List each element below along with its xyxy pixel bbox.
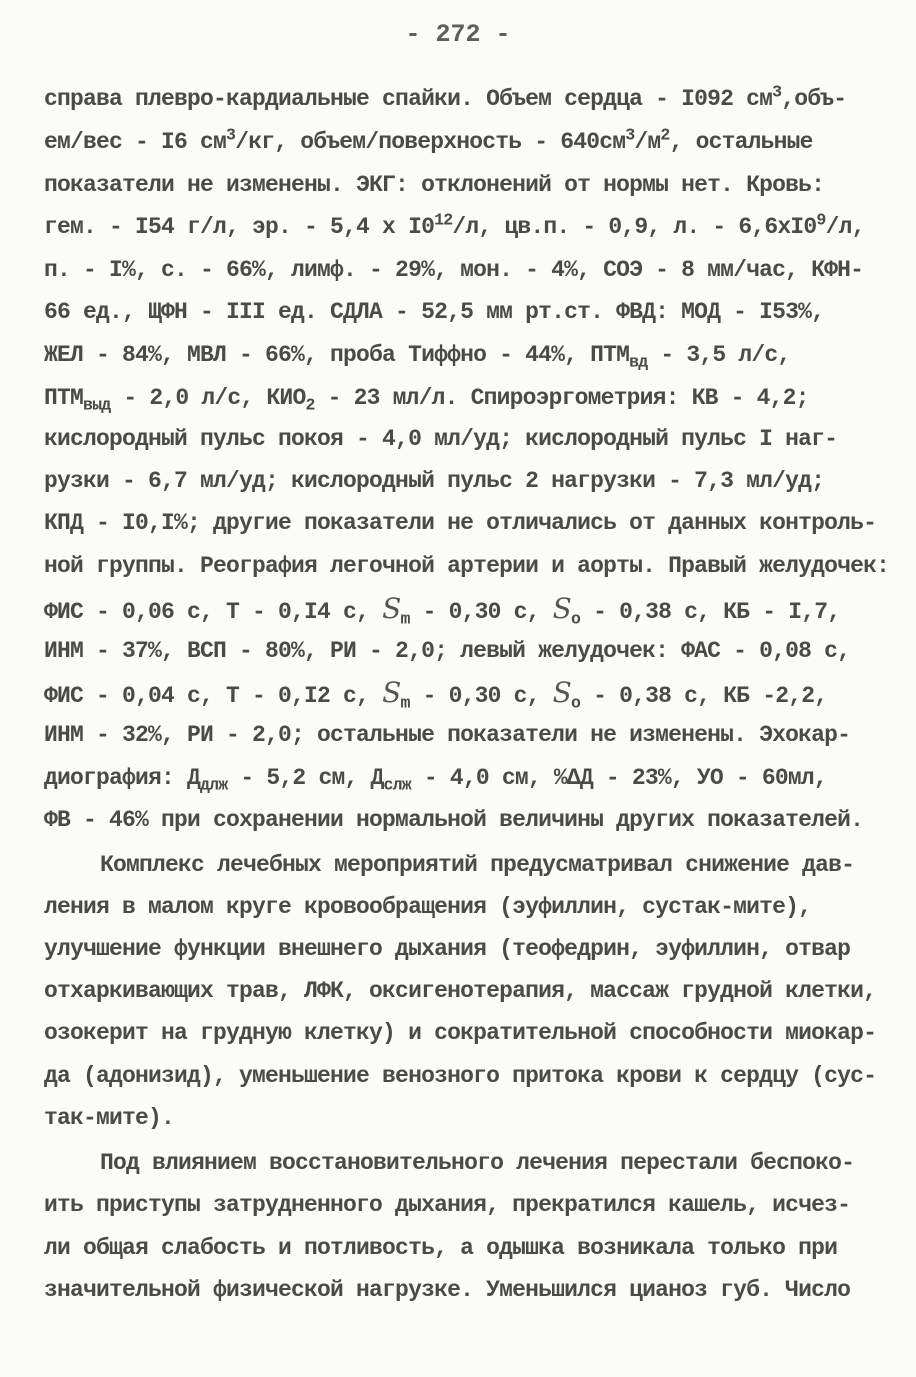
superscript: 12 — [434, 210, 453, 230]
text-line — [44, 170, 824, 200]
text-segment: - 0,30 с, — [409, 599, 553, 625]
text-segment: ной группы. Реография легочной артерии и аорты. Правый желудочек: — [44, 553, 890, 579]
subscript: длж — [200, 775, 228, 795]
text-segment: , остальные — [669, 129, 813, 155]
text-segment: /л, — [825, 214, 865, 240]
superscript: 9 — [816, 210, 826, 230]
subscript: 2 — [305, 395, 315, 415]
text-line — [44, 297, 824, 327]
subscript: m — [400, 693, 410, 713]
text-segment: /л, цв.п. - 0,9, л. - 6,6хI0 — [452, 214, 817, 240]
text-line — [44, 720, 850, 750]
text-segment: Под влиянием восстановительного лечения перестали беспоко- — [100, 1150, 855, 1176]
subscript: вд — [629, 352, 648, 372]
text-line — [44, 892, 811, 922]
text-segment: да (адонизид), уменьшение венозного притока крови к сердцу (сус- — [44, 1063, 877, 1089]
handwritten-symbol: S — [382, 592, 401, 625]
text-line — [44, 1233, 837, 1263]
text-segment: улучшение функции внешнего дыхания (теофедрин, эуфиллин, отвар — [44, 936, 851, 962]
text-line — [100, 1148, 854, 1178]
subscript: o — [571, 693, 581, 713]
text-segment: ПТМ — [44, 385, 84, 411]
text-segment: - 0,38 с, КБ -2,2, — [580, 683, 828, 709]
subscript: слж — [383, 775, 411, 795]
text-segment: /кг, объем/поверхность - 640см — [235, 129, 626, 155]
page-number: - 272 - — [405, 20, 511, 49]
text-segment: рузки - 6,7 мл/уд; кислородный пульс 2 нагрузки - 7,3 мл/уд; — [44, 468, 825, 494]
text-segment: так-мите). — [44, 1105, 175, 1131]
text-line — [44, 594, 840, 627]
text-segment: показатели не изменены. ЭКГ: отклонений от нормы нет. Кровь: — [44, 172, 825, 198]
text-segment: - 5,2 см, Д — [227, 765, 384, 791]
handwritten-symbol: S — [552, 676, 572, 709]
text-line — [100, 850, 854, 880]
text-line — [44, 1103, 174, 1133]
text-segment: - 3,5 л/с, — [647, 342, 791, 368]
text-segment: ИНМ - 32%, РИ - 2,0; остальные показатели не изменены. Эхокар- — [44, 722, 851, 748]
text-line — [44, 84, 846, 114]
text-line — [44, 763, 827, 793]
text-segment: - 0,38 с, КБ - I,7, — [580, 599, 841, 625]
superscript: 2 — [660, 125, 670, 145]
text-line — [44, 255, 863, 285]
text-segment: значительной физической нагрузке. Уменьшился цианоз губ. Число — [44, 1277, 851, 1303]
text-segment: - 4,0 см, %ΔД - 23%, УО - 60мл, — [410, 765, 827, 791]
text-segment: /м — [634, 129, 661, 155]
text-line — [44, 212, 865, 242]
text-segment: озокерит на грудную клетку) и сократительной способности миокар- — [44, 1020, 877, 1046]
text-segment: ли общая слабость и потливость, а одышка возникала только при — [44, 1235, 838, 1261]
text-segment: гем. - I54 г/л, эр. - 5,4 х I0 — [44, 214, 435, 240]
text-segment: ЖЕЛ - 84%, МВЛ - 66%, проба Тиффно - 44%, ПТМ — [44, 342, 630, 368]
text-line — [44, 1018, 876, 1048]
handwritten-symbol: S — [552, 592, 572, 625]
subscript: выд — [83, 395, 111, 415]
subscript: o — [571, 609, 581, 629]
text-line — [44, 424, 837, 454]
text-line — [44, 1275, 850, 1305]
text-line — [44, 1061, 876, 1091]
text-segment: ,объ- — [781, 86, 847, 112]
text-segment: диография: Д — [44, 765, 201, 791]
text-segment: - 0,30 с, — [409, 683, 553, 709]
text-line — [44, 636, 850, 666]
text-line — [44, 976, 876, 1006]
text-segment: п. - I%, с. - 66%, лимф. - 29%, мон. - 4%, СОЭ - 8 мм/час, КФН- — [44, 257, 864, 283]
superscript: 3 — [625, 125, 635, 145]
text-line — [44, 934, 850, 964]
text-segment: справа плевро-кардиальные спайки. Объем сердца - I092 см — [44, 86, 773, 112]
text-segment: Комплекс лечебных мероприятий предусматривал снижение дав- — [100, 852, 855, 878]
subscript: m — [400, 609, 410, 629]
text-segment: отхаркивающих трав, ЛФК, оксигенотерапия, массаж грудной клетки, — [44, 978, 877, 1004]
text-segment: кислородный пульс покоя - 4,0 мл/уд; кислородный пульс I наг- — [44, 426, 838, 452]
text-segment: ИНМ - 37%, ВСП - 80%, РИ - 2,0; левый желудочек: ФАС - 0,08 с, — [44, 638, 851, 664]
text-segment: - 2,0 л/с, КИО — [110, 385, 306, 411]
text-segment: ФИС - 0,04 с, Т - 0,I2 с, — [44, 683, 383, 709]
handwritten-symbol: S — [382, 676, 401, 709]
text-line — [44, 1190, 850, 1220]
text-line — [44, 383, 809, 413]
text-line — [44, 127, 813, 157]
superscript: 3 — [226, 125, 236, 145]
text-line — [44, 678, 827, 711]
text-segment: - 23 мл/л. Спироэргометрия: КВ - 4,2; — [314, 385, 809, 411]
text-segment: КПД - I0,I%; другие показатели не отличались от данных контроль- — [44, 510, 877, 536]
text-line — [44, 508, 876, 538]
text-line — [44, 466, 824, 496]
text-segment: ления в малом круге кровообращения (эуфиллин, сустак-мите), — [44, 894, 812, 920]
text-segment: 66 ед., ЩФН - III ед. СДЛА - 52,5 мм рт.ст. ФВД: МОД - I53%, — [44, 299, 825, 325]
text-segment: ФИС - 0,06 с, Т - 0,I4 с, — [44, 599, 383, 625]
superscript: 3 — [772, 82, 782, 102]
text-line — [44, 805, 863, 835]
text-segment: ФВ - 46% при сохранении нормальной величины других показателей. — [44, 807, 864, 833]
text-segment: ить приступы затрудненного дыхания, прекратился кашель, исчез- — [44, 1192, 851, 1218]
text-line — [44, 340, 790, 370]
text-line — [44, 551, 889, 581]
text-segment: ем/вес - I6 см — [44, 129, 227, 155]
